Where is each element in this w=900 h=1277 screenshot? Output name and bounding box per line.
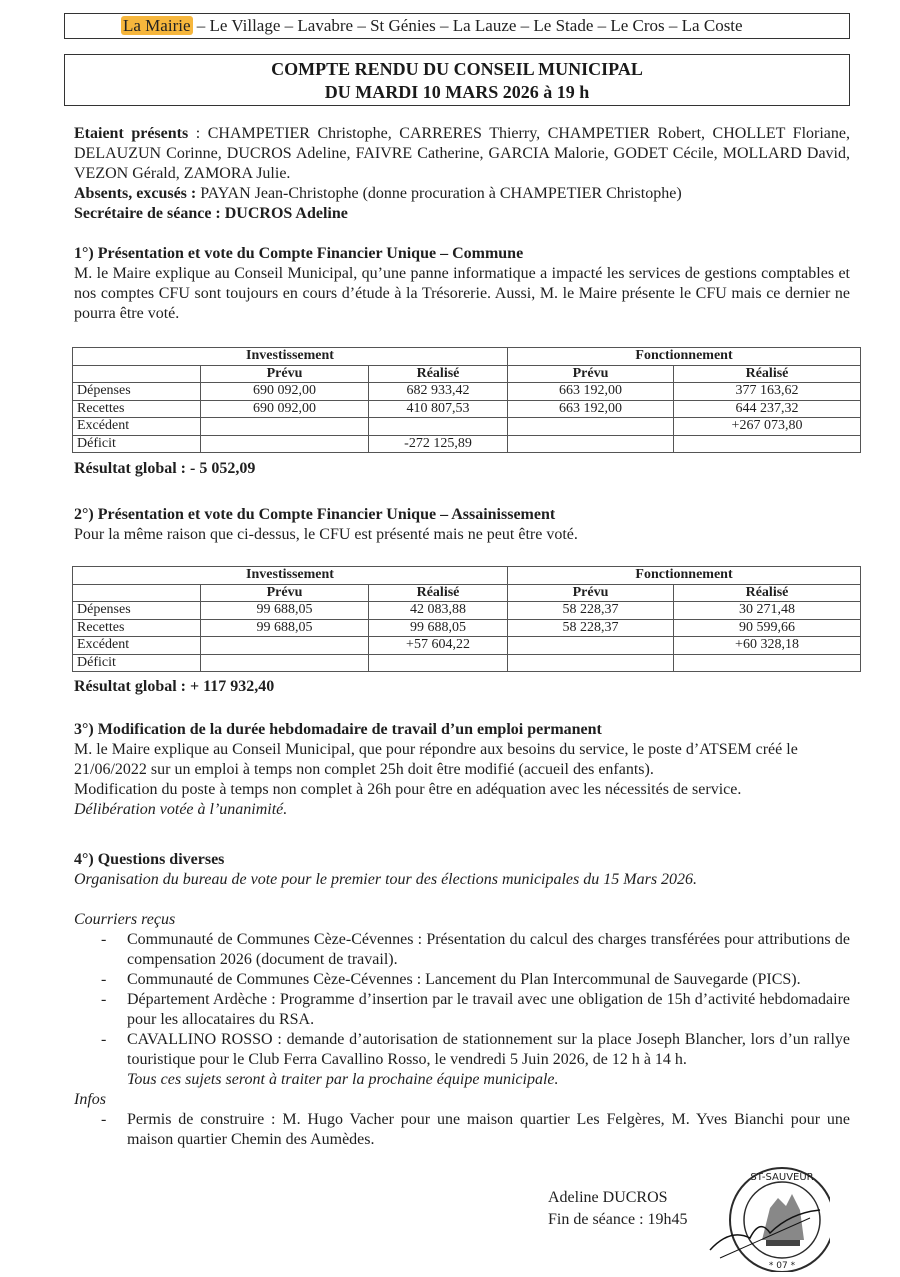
nav-item-la-mairie: La Mairie (123, 16, 191, 35)
attendance-block (74, 124, 850, 224)
section-1-text: M. le Maire explique au Conseil Municipal, qu’une panne informatique a impacté les services de gestions comptables et nos comptes CFU sont toujours en cours d’étude à la Trésorerie. Aussi, M. le Maire présente le CFU mais ce dernier ne pourra être voté. (74, 265, 850, 322)
header-prevu: Prévu (201, 584, 369, 602)
table-row: Déficit -272 125,89 (73, 435, 861, 453)
document-title-box (64, 54, 850, 106)
commune-global-result: Résultat global : - 5 052,09 (74, 460, 256, 477)
infos-list (74, 1110, 850, 1150)
courriers-list (74, 930, 850, 1070)
assainissement-global-result: Résultat global : + 117 932,40 (74, 678, 275, 695)
nav-item-le-stade: Le Stade (533, 16, 594, 35)
table-row: Excédent +57 604,22 +60 328,18 (73, 637, 861, 655)
nav-item-la-coste: La Coste (681, 16, 743, 35)
signature-block (548, 1187, 688, 1231)
courriers-label: Courriers reçus (74, 911, 176, 928)
section-3-text: M. le Maire explique au Conseil Municipal, que pour répondre aux besoins du service, le poste d’ATSEM créé le 21/06/2022 sur un emploi à temps non complet 25h doit être modifié (accueil des enfants). (74, 741, 798, 778)
svg-text:* 07 *: * 07 * (768, 1261, 796, 1271)
document-title: COMPTE RENDU DU CONSEIL MUNICIPAL (271, 59, 643, 79)
header-realise: Réalisé (674, 584, 861, 602)
commune-cfu-table (72, 347, 861, 453)
section-4-intro: Organisation du bureau de vote pour le premier tour des élections municipales du 15 Mars 2026. (74, 871, 698, 888)
list-item: - Communauté de Communes Cèze-Cévennes : Lancement du Plan Intercommunal de Sauvegarde (PICS). (101, 971, 801, 988)
table-row: Dépenses 99 688,05 42 083,88 58 228,37 30 271,48 (73, 602, 861, 620)
table-row: Dépenses 690 092,00 682 933,42 663 192,00 377 163,62 (73, 383, 861, 401)
section-3 (74, 720, 850, 820)
mairie-stamp-icon (700, 1158, 830, 1277)
section-3-title: 3°) Modification de la durée hebdomadaire de travail d’un emploi permanent (74, 721, 602, 738)
nav-item-st-genies: St Génies (370, 16, 436, 35)
section-3-vote: Délibération votée à l’unanimité. (74, 801, 288, 818)
header-realise: Réalisé (674, 365, 861, 383)
absent-label: Absents, excusés : (74, 185, 197, 202)
header-prevu: Prévu (508, 584, 674, 602)
courriers-note: Tous ces sujets seront à traiter par la prochaine équipe municipale. (127, 1071, 559, 1088)
section-1-title: 1°) Présentation et vote du Compte Financier Unique – Commune (74, 245, 524, 262)
svg-text:ST-SAUVEUR: ST-SAUVEUR (750, 1172, 814, 1183)
nav-item-le-cros: Le Cros (610, 16, 665, 35)
session-end-time: Fin de séance : 19h45 (548, 1211, 688, 1228)
absent-list: PAYAN Jean-Christophe (donne procuration à CHAMPETIER Christophe) (196, 185, 682, 202)
section-4-title: 4°) Questions diverses (74, 851, 225, 868)
present-list: : CHAMPETIER Christophe, CARRERES Thierry, CHAMPETIER Robert, CHOLLET Floriane, DELAUZUN Corinne, DUCROS Adeline, FAIVRE Catherine, GARCIA Malorie, GODET Cécile, MOLLARD David, VEZON Gérald, ZAMORA Julie. (74, 125, 851, 182)
section-1 (74, 244, 850, 324)
list-item: - Communauté de Communes Cèze-Cévennes : Présentation du calcul des charges transférées pour attributions de compensation 2026 (document de travail). (101, 931, 850, 968)
header-investissement: Investissement (73, 348, 508, 366)
infos-label: Infos (74, 1091, 106, 1108)
table-row: Recettes 99 688,05 99 688,05 58 228,37 90 599,66 (73, 619, 861, 637)
section-3-modification: Modification du poste à temps non complet à 26h pour être en adéquation avec les nécessités de service. (74, 781, 742, 798)
table-row: Déficit (73, 654, 861, 672)
secretary: Secrétaire de séance : DUCROS Adeline (74, 205, 348, 222)
table-row: Recettes 690 092,00 410 807,53 663 192,00 644 237,32 (73, 400, 861, 418)
header-prevu: Prévu (508, 365, 674, 383)
section-2-text: Pour la même raison que ci-dessus, le CFU est présenté mais ne peut être voté. (74, 526, 578, 543)
header-fonctionnement: Fonctionnement (508, 567, 861, 585)
header-realise: Réalisé (369, 584, 508, 602)
header-prevu: Prévu (201, 365, 369, 383)
nav-item-lavabre: Lavabre (297, 16, 354, 35)
section-2 (74, 505, 850, 545)
signatory-name: Adeline DUCROS (548, 1189, 668, 1206)
section-4 (74, 850, 850, 1150)
table-row: Excédent +267 073,80 (73, 418, 861, 436)
hamlet-nav-bar: La Mairie – Le Village – Lavabre – St Génies – La Lauze – Le Stade – Le Cros – La Coste (64, 13, 850, 39)
nav-item-le-village: Le Village (209, 16, 281, 35)
header-fonctionnement: Fonctionnement (508, 348, 861, 366)
list-item: - CAVALLINO ROSSO : demande d’autorisation de stationnement sur la place Joseph Blancher, lors d’un rallye touristique pour le Club Ferra Cavallino Rosso, le vendredi 5 Juin 2026, de 12 h à 14 h. (101, 1031, 850, 1068)
assainissement-cfu-table (72, 566, 861, 672)
header-investissement: Investissement (73, 567, 508, 585)
present-label: Etaient présents (74, 125, 189, 142)
list-item: - Permis de construire : M. Hugo Vacher pour une maison quartier Les Felgères, M. Yves Bianchi pour une maison quartier Chemin des Aumèdes. (101, 1111, 850, 1148)
document-date: DU MARDI 10 MARS 2026 à 19 h (324, 82, 590, 102)
list-item: - Département Ardèche : Programme d’insertion par le travail avec une obligation de 15h d’activité hebdomadaire pour les allocataires du RSA. (101, 991, 850, 1028)
section-2-title: 2°) Présentation et vote du Compte Financier Unique – Assainissement (74, 506, 556, 523)
header-realise: Réalisé (369, 365, 508, 383)
nav-item-la-lauze: La Lauze (452, 16, 517, 35)
